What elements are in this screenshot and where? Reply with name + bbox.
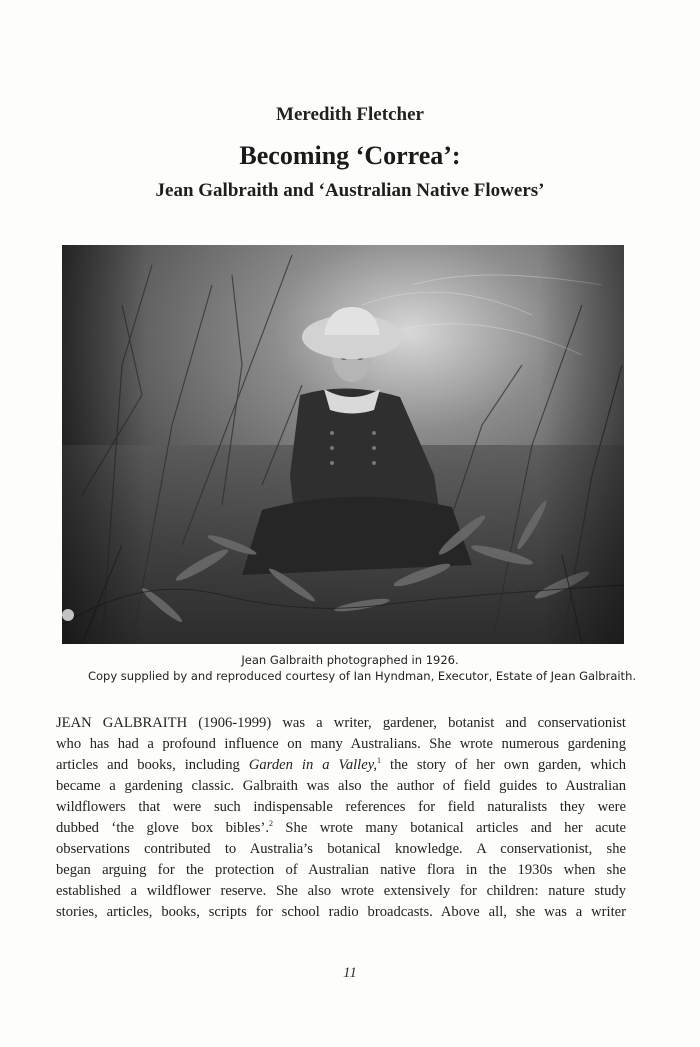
body-line-6-start: dubbed ‘the glove box bibles’. <box>56 820 269 836</box>
photo-caption-line-1: Jean Galbraith photographed in 1926. <box>241 653 459 667</box>
body-paragraph <box>56 713 626 923</box>
article-subtitle: Jean Galbraith and ‘Australian Native Flowers’ <box>155 180 545 201</box>
photo-illustration <box>62 245 624 644</box>
article-title: Becoming ‘Correa’: <box>239 141 461 170</box>
body-line-6-end: She wrote many botanical articles and her acute <box>273 820 626 836</box>
body-line-3-start: articles and books, including <box>56 757 249 773</box>
page-number: 11 <box>343 965 357 981</box>
body-line-5: wildflowers that were such indispensable references for field naturalists they were <box>56 799 626 815</box>
body-line-10: stories, articles, books, scripts for school radio broadcasts. Above all, she was a writer <box>56 904 626 920</box>
body-line-1: JEAN GALBRAITH (1906-1999) was a writer, gardener, botanist and conservationist <box>56 715 626 731</box>
book-title-garden-in-a-valley: Garden in a Valley, <box>248 757 378 773</box>
photo-caption-line-2: Copy supplied by and reproduced courtesy of Ian Hyndman, Executor, Estate of Jean Galbraith. <box>87 669 637 683</box>
body-line-7: observations contributed to Australia’s botanical knowledge. A conservationist, she <box>56 841 626 857</box>
body-line-2: who has had a profound influence on many Australians. She wrote numerous gardening <box>56 736 626 752</box>
portrait-photo <box>62 245 624 644</box>
footnote-ref-1: 1 <box>377 756 382 766</box>
body-line-4: became a gardening classic. Galbraith was also the author of field guides to Australian <box>56 778 626 794</box>
author-name: Meredith Fletcher <box>276 104 424 125</box>
body-line-9: established a wildflower reserve. She also wrote extensively for children: nature study <box>56 883 626 899</box>
body-line-6 <box>56 818 626 839</box>
body-line-8: began arguing for the protection of Australian native flora in the 1930s when she <box>56 862 626 878</box>
body-line-3-end: the story of her own garden, which <box>381 757 626 773</box>
footnote-ref-2: 2 <box>269 819 273 829</box>
body-line-3 <box>56 755 626 776</box>
